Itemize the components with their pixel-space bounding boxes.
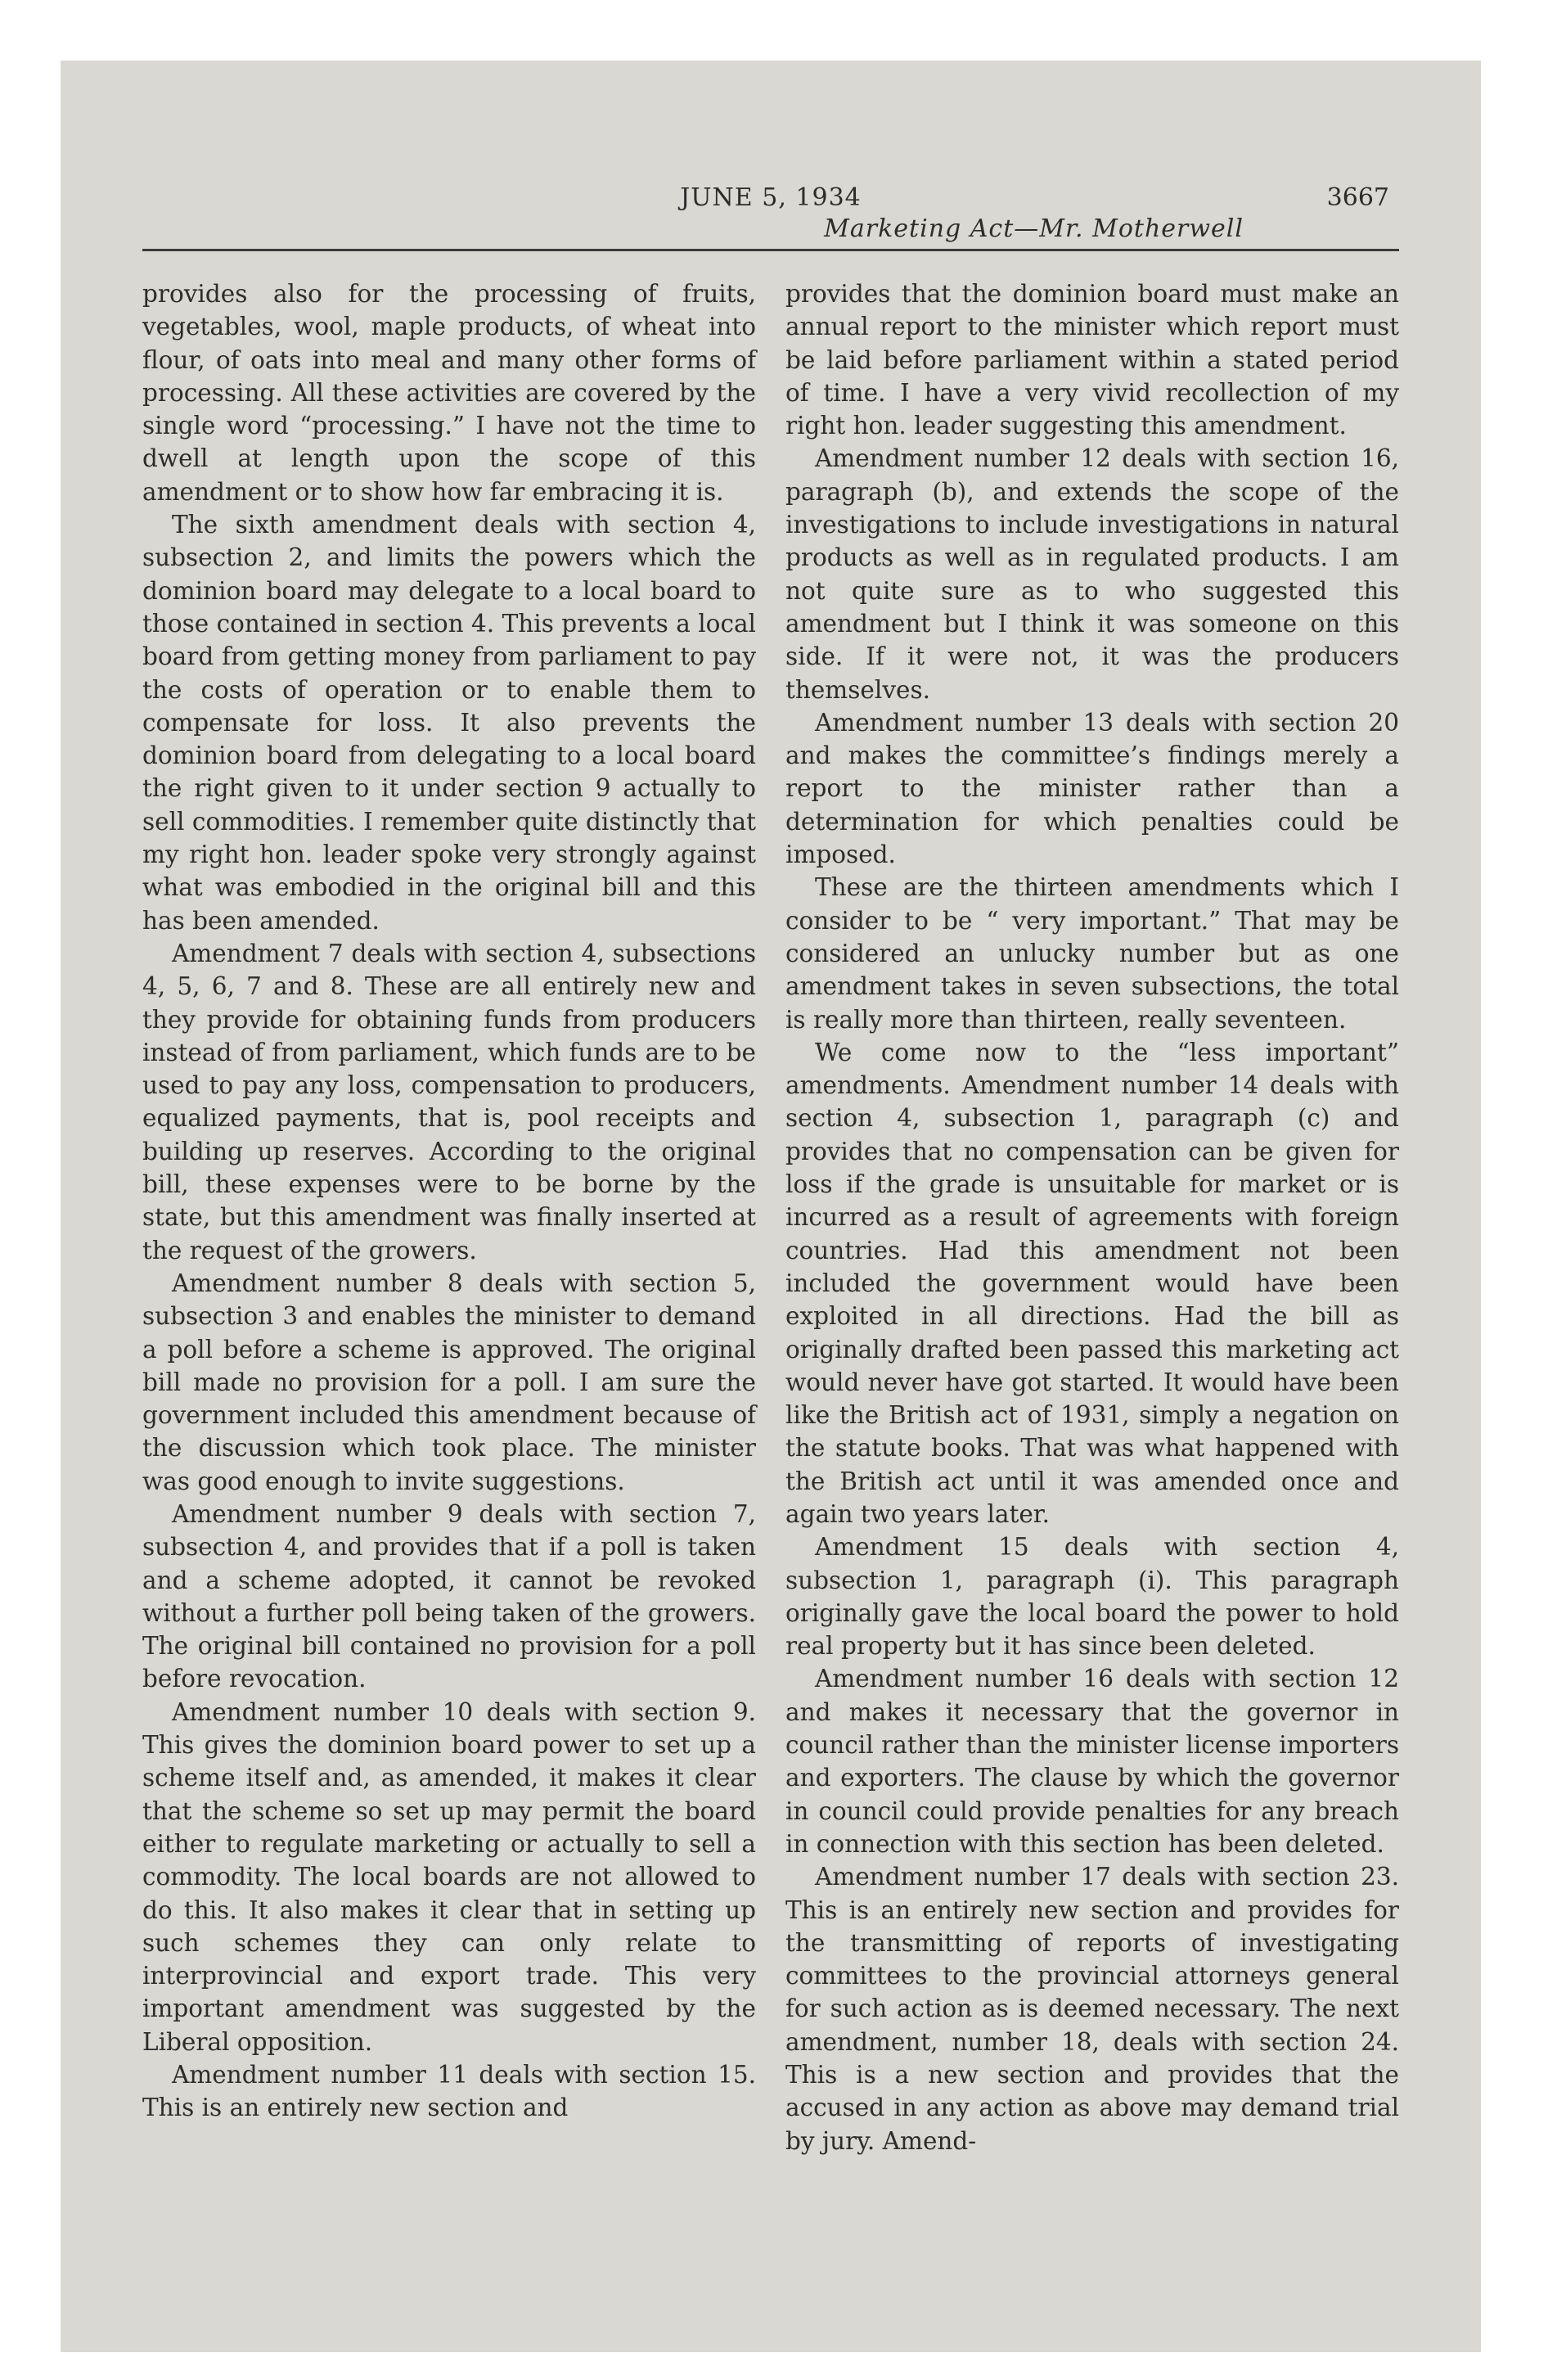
paragraph: We come now to the “less important” amendments. Amendment number 14 deals with section 4, subsection 1, paragraph (c) and provides that no compensation can be given for loss if the grade is unsuitable for market or is incurred as a result of agreements with foreign countries. Had this amendment not been included the government would have been exploited in all directions. Had the bill as originally drafted been passed this marketing act would never have got started. It would have been like the British act of 1931, simply a negation on the statute books. That was what happened with the British act until it was amended once and again two years later. [785, 1038, 1399, 1528]
paragraph: Amendment number 9 deals with section 7, subsection 4, and provides that if a poll is taken and a scheme adopted, it cannot be revoked without a further poll being taken of the growers. The original bill contained no provision for a poll before revocation. [142, 1499, 756, 1693]
running-header [142, 126, 1399, 251]
left-column [142, 277, 756, 2157]
paragraph: These are the thirteen amendments which I consider to be “ very important.” That may be considered an unlucky number but as one amendment takes in seven subsections, the total is really more than thirteen, really seventeen. [785, 873, 1399, 1034]
text-columns [142, 277, 1399, 2157]
paragraph: Amendment number 16 deals with section 12 and makes it necessary that the governor in council rather than the minister license importers and exporters. The clause by which the governor in council could provide penalties for any breach in connection with this section has been deleted. [785, 1665, 1399, 1858]
paragraph: Amendment number 8 deals with section 5, subsection 3 and enables the minister to demand a poll before a scheme is approved. The original bill made no provision for a poll. I am sure the government included this amendment because of the discussion which took place. The minister was good enough to invite suggestions. [142, 1269, 756, 1495]
paragraph: Amendment number 11 deals with section 15. This is an entirely new section and [142, 2061, 756, 2122]
right-column [785, 277, 1399, 2157]
header-subject: Marketing Act—Mr. Motherwell [824, 214, 1244, 243]
paragraph: provides that the dominion board must make an annual report to the minister which report must be laid before parliament within a stated period of time. I have a very vivid recollection of my right hon. leader suggesting this amendment. [785, 280, 1399, 440]
page-number: 3667 [1326, 183, 1389, 212]
paragraph: provides also for the processing of fruits, vegetables, wool, maple products, of wheat into flour, of oats into meal and many other forms of processing. All these activities are covered by the single word “processing.” I have not the time to dwell at length upon the scope of this amendment or to show how far embracing it is. [142, 280, 756, 506]
header-date: JUNE 5, 1934 [680, 183, 862, 212]
paragraph: The sixth amendment deals with section 4, subsection 2, and limits the powers which the dominion board may delegate to a local board to those contained in section 4. This prevents a local board from getting money from parliament to pay the costs of operation or to enable them to compensate for loss. It also prevents the dominion board from delegating to a local board the right given to it under section 9 actually to sell commodities. I remember quite distinctly that my right hon. leader spoke very strongly against what was embodied in the original bill and this has been amended. [142, 511, 756, 935]
paragraph: Amendment number 12 deals with section 16, paragraph (b), and extends the scope of the investigations to include investigations in natural products as well as in regulated products. I am not quite sure as to who suggested this amendment but I think it was someone on this side. If it were not, it was the producers themselves. [785, 444, 1399, 704]
scanned-page [61, 61, 1481, 2352]
paragraph: Amendment 15 deals with section 4, subsection 1, paragraph (i). This paragraph originally gave the local board the power to hold real property but it has since been deleted. [785, 1533, 1399, 1661]
paragraph: Amendment number 13 deals with section 20 and makes the committee’s findings merely a report to the minister rather than a determination for which penalties could be imposed. [785, 708, 1399, 869]
hansard-page [142, 126, 1399, 2287]
paragraph: Amendment number 10 deals with section 9. This gives the dominion board power to set up a scheme itself and, as amended, it makes it clear that the scheme so set up may permit the board either to regulate marketing or actually to sell a commodity. The local boards are not allowed to do this. It also makes it clear that in setting up such schemes they can only relate to interprovincial and export trade. This very important amendment was suggested by the Liberal opposition. [142, 1697, 756, 2056]
paragraph: Amendment number 17 deals with section 23. This is an entirely new section and provides for the transmitting of reports of investigating committees to the provincial attorneys general for such action as is deemed necessary. The next amendment, number 18, deals with section 24. This is a new section and provides that the accused in any action as above may demand trial by jury. Amend- [785, 1863, 1399, 2155]
paragraph: Amendment 7 deals with section 4, subsections 4, 5, 6, 7 and 8. These are all entirely new and they provide for obtaining funds from producers instead of from parliament, which funds are to be used to pay any loss, compensation to producers, equalized payments, that is, pool receipts and building up reserves. According to the original bill, these expenses were to be borne by the state, but this amendment was finally inserted at the request of the growers. [142, 939, 756, 1264]
